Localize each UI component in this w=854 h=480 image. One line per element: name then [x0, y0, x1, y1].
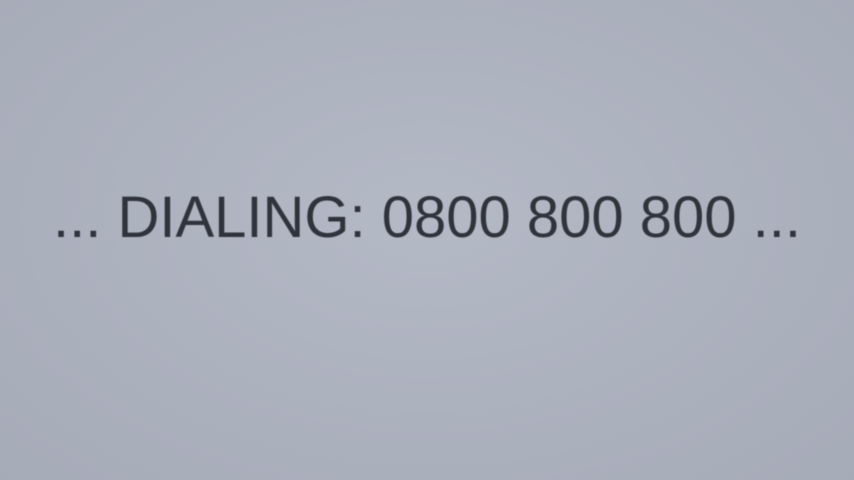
dialing-status-text: ... DIALING: 0800 800 800 ... [53, 185, 801, 250]
